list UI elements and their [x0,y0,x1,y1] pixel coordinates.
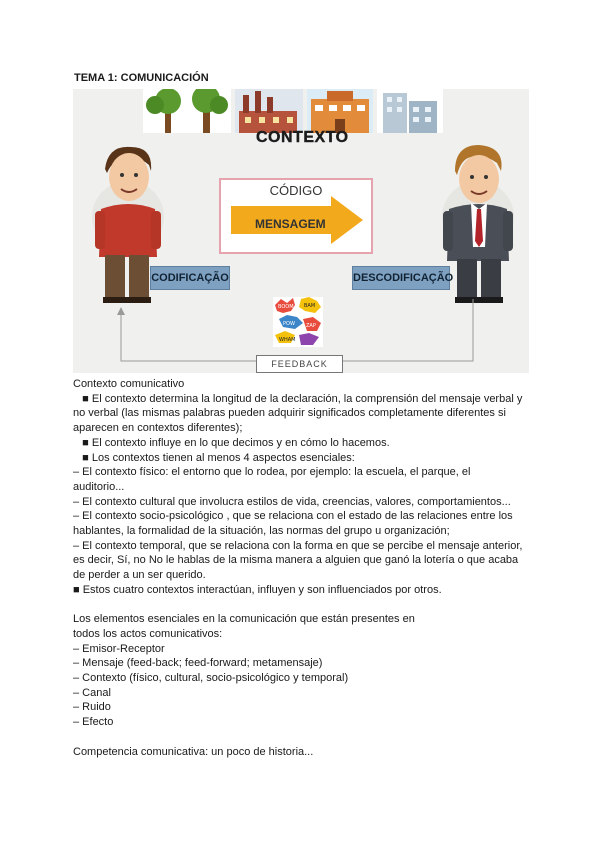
text-line: ■ El contexto determina la longitud de la declaración, la comprensión del mensaje verbal y [73,392,523,405]
text-line: – El contexto temporal, que se relaciona con la forma en que se percibe el mensaje anterior, [73,539,523,552]
communication-diagram [73,89,529,373]
text-line: todos los actos comunicativos: [73,627,223,640]
text-line: – Canal [73,686,111,699]
noise-word: POW [283,321,295,327]
message-label: MENSAGEM [255,217,326,231]
text-line: es decir, Sí, no No le hablas de la misma manera a alguien que ganó la lotería o que acaba [73,554,519,567]
feedback-loop-lines [73,89,529,373]
text-line: – El contexto cultural que involucra estilos de vida, creencias, valores, comportamientos... [73,495,511,508]
text-line: aparecen en contextos diferentes); [73,422,243,435]
text-line: de perder a un ser querido. [73,569,206,582]
text-line: – Contexto (físico, cultural, socio-psicológico y temporal) [73,672,349,685]
text-line: – Mensaje (feed-back; feed-forward; metamensaje) [73,657,323,670]
text-line: hablantes, la formalidad de la situación, las normas del grupo u organización; [73,525,450,538]
page-title: TEMA 1: COMUNICACIÓN [74,72,209,84]
blank-line [73,730,529,745]
noise-word: WHAM [279,337,296,343]
text-line: – Ruido [73,701,111,714]
text-line: no verbal (las mismas palabras pueden adquirir significados completamente diferentes si [73,407,506,420]
text-line: – Emisor-Receptor [73,642,165,655]
feedback-label: FEEDBACK [256,355,343,373]
body-text [73,377,529,759]
noise-word: ZAP [306,323,316,329]
context-label: CONTEXTO [256,129,349,146]
noise-word: BOOM [278,304,294,310]
text-line: ■ Los contextos tienen al menos 4 aspectos esenciales: [73,451,355,464]
text-line: auditorio... [73,480,125,493]
decoding-tag: DESCODIFICAÇÃO [352,266,450,290]
encoding-tag: CODIFICAÇÃO [150,266,230,290]
text-line: Los elementos esenciales en la comunicación que están presentes en [73,613,415,626]
text-line: Contexto comunicativo [73,378,185,390]
text-line: – El contexto físico: el entorno que lo rodea, por ejemplo: la escuela, el parque, el [73,466,471,479]
text-line: – El contexto socio-psicológico , que se relaciona con el estado de las relaciones entre los [73,510,513,523]
text-line: ■ Estos cuatro contextos interactúan, influyen y son influenciados por otros. [73,583,442,596]
text-line: Competencia comunicativa: un poco de historia... [73,745,314,758]
text-line: ■ El contexto influye en lo que decimos y en cómo lo hacemos. [73,436,390,449]
noise-word: BAM [304,303,316,309]
code-label: CÓDIGO [269,183,323,198]
blank-line [73,598,529,613]
text-line: – Efecto [73,716,114,729]
